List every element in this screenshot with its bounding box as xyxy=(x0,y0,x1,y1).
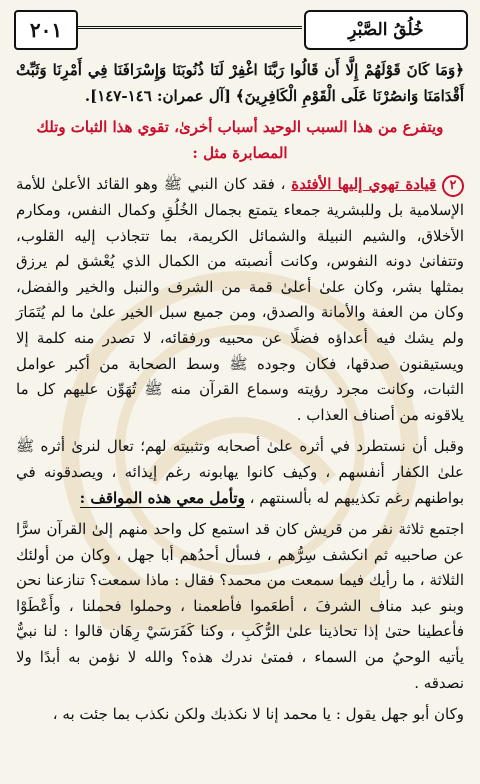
red-subheading: ويتفرع من هذا السبب الوحيد أسباب أخرىٰ، تقوي هذا الثبات وتلك المصابرة مثل : xyxy=(36,118,444,162)
header-divider xyxy=(78,26,302,29)
paragraph-4: وكان أبو جهل يقول : يا محمد إنا لا نكذبك ولكن نكذب بما جئت به ، xyxy=(52,705,464,724)
running-title: خُلُقُ الصَّبْرِ xyxy=(304,10,468,50)
page-content xyxy=(16,58,464,734)
paragraph-3: اجتمع ثلاثة نفر من قريش كان قد استمع كل واحد منهم إلىٰ القرآن سرًّا عن صاحبيه ثم انكشف سِرُّهم ، فسأل أحدُهم أبا جهل ، وكان من أولئك الثلاثة ، ما رأيك فيما سمعت من محمد؟ فقال : ماذا سمعت؟ تنازعنا نحن وبنو عبد مناف الشرفَ ، أطعَموا فأطعمنا ، وحملوا فحملنا ، وأَعْطَوْا فأعطينا حتىٰ إذا تحاذينا علىٰ الرُّكَبِ ، وكنا كَفَرَسَيْ رِهَان قالوا : لنا نبيٌّ يأتيه الوحيُ من السماء ، فمتىٰ ندرك هذه؟ والله لا نؤمن به أبدًا ولا نصدقه . xyxy=(16,520,464,692)
quran-verse: ﴿وَمَا كَانَ قَوْلَهُمْ إِلَّا أَن قَالُوا رَبَّنَا اغْفِرْ لَنَا ذُنُوبَنَا وَإِسْرَافَنَا فِي أَمْرِنَا وَثَبِّتْ أَقْدَامَنَا وَانصُرْنَا عَلَى الْقَوْمِ الْكَافِرِينَ﴾ xyxy=(16,61,464,105)
section-number-badge: ٢ xyxy=(442,175,464,197)
section-2-title: قيادة تهوي إليها الأفئدة xyxy=(291,175,437,194)
page-header xyxy=(14,10,466,50)
page-number: ٢٠١ xyxy=(14,10,78,50)
section-2-paragraph xyxy=(16,172,464,428)
paragraph-2 xyxy=(16,434,464,511)
paragraph-2-underlined: وتأمل معي هذه المواقف : xyxy=(79,488,245,507)
quran-reference: [آل عمران: ١٤٦-١٤٧]. xyxy=(84,86,231,105)
section-2-text: ، فقد كان النبي ﷺ وهو القائد الأعلىٰ للأمة الإسلامية بل وللبشرية جمعاء يتمتع بجمال الخُلُقِ وكمال النفس، ومكارم الأخلاق، والشيم النبيلة والشمائل الكريمة، بما تتجاذب إليه القلوب، وتتفانىٰ دونه النفوس، وكانت أنصبته من الكمال الذي يُعْشق لم يرزق بمثلها بشر، وكان علىٰ أعلىٰ قمة من الشرف والنبل والخير والفضل، وكان من العفة والأمانة والصدق، ومن جميع سبل الخير علىٰ ما لم يُتَمَارَ ولم يشك فيه أعداؤه فضلًا عن محبيه ورفقائه، لا تصدر منه كلمة إلا ويستيقنون صدقها، فكان وجوده ﷺ وسط الصحابة من أكبر عوامل الثبات، وكانت مجرد رؤيته وسماع القرآن منه ﷺ تُهَوِّن عليهم كل ما يلاقونه من أصناف العذاب . xyxy=(16,175,464,424)
quran-verse-paragraph xyxy=(16,58,464,109)
paragraph-2-text: وقبل أن نستطرد في أثره علىٰ أصحابه وتثبيته لهم؛ تعال لنرىٰ أثره ﷺ علىٰ الكفار أنفسهم ، وكيف كانوا يهابونه رغم إيذائه ، ويصدقونه في بواطنهم رغم تكذيبهم له بألسنتهم ، xyxy=(16,437,464,507)
